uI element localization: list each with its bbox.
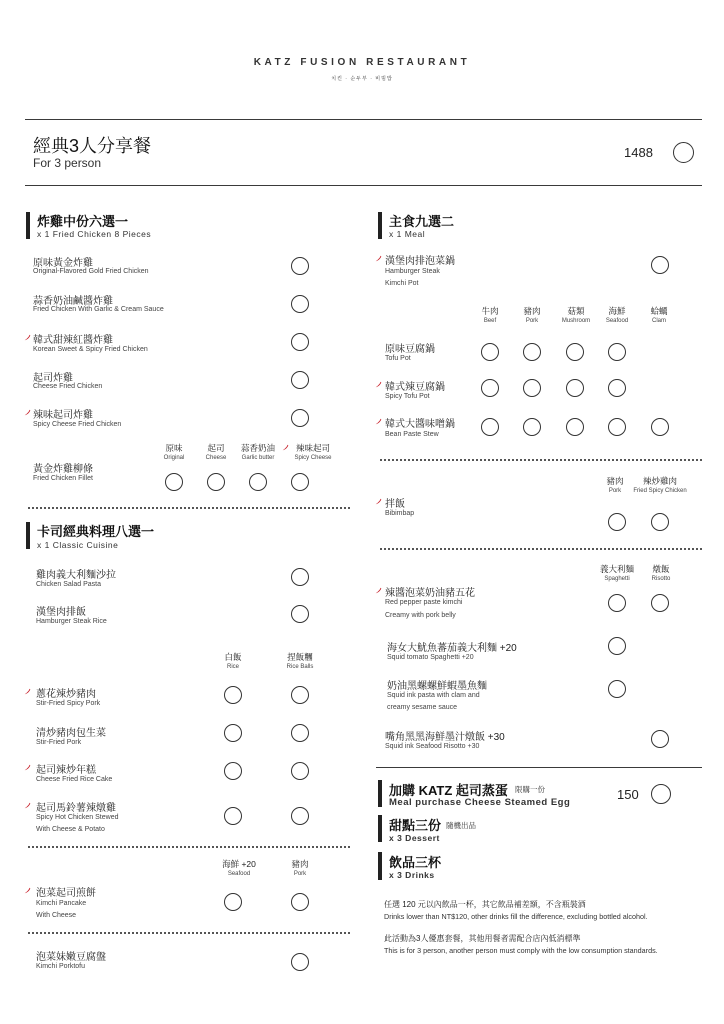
chili-icon (24, 334, 31, 341)
item-name: 原味黃金炸雞 (33, 258, 93, 269)
drink-note-en: Drinks lower than NT$120, other drinks fill the difference, excluding bottled alcohol. (384, 912, 648, 921)
classic-title: 卡司經典料理八選一 (37, 524, 155, 539)
item-name: 漢堡肉排泡菜鍋 (385, 256, 455, 267)
select-circle-spaghetti[interactable] (608, 594, 626, 612)
select-circle[interactable] (608, 680, 626, 698)
select-circle-rice-balls[interactable] (291, 807, 309, 825)
item-english: Fried Chicken Fillet (33, 475, 93, 482)
item-name: 泡菜起司煎餅 (36, 888, 96, 899)
item-english: Cheese Fried Chicken (33, 383, 103, 390)
select-circle[interactable] (291, 568, 309, 586)
item-english: Squid ink Seafood Risotto +30 (385, 743, 480, 750)
item-name: 奶油黑螺螺鮮蝦墨魚麵 (387, 681, 487, 692)
select-circle[interactable] (291, 409, 309, 427)
select-circle-seafood[interactable] (608, 379, 626, 397)
item-name: 韓式辣豆腐鍋 (385, 382, 445, 393)
select-circle-rice-balls[interactable] (291, 724, 309, 742)
section-bar (378, 852, 382, 880)
select-circle-beef[interactable] (481, 379, 499, 397)
select-circle[interactable] (291, 295, 309, 313)
chili-icon (24, 887, 31, 894)
select-circle-spicy-chicken[interactable] (651, 513, 669, 531)
section-dotted-divider (28, 932, 350, 934)
chili-icon (24, 688, 31, 695)
dessert-note: 隨機出品 (446, 821, 476, 830)
dessert-title: 甜點三份 (389, 818, 442, 833)
item-english: Korean Sweet & Spicy Fried Chicken (33, 346, 148, 353)
option-header-garlic-butter: 蒜香奶油 Garlic butter (240, 443, 275, 461)
item-english: Squid tomato Spaghetti +20 (387, 654, 474, 661)
option-header-clam: 蛤蠣 Clam (650, 306, 668, 324)
select-circle[interactable] (608, 637, 626, 655)
item-english: Cheese Fried Rice Cake (36, 776, 113, 783)
item-name: 黃金炸雞柳條 (33, 464, 93, 475)
drinks-subtitle: x 3 Drinks (389, 870, 435, 880)
meal-subtitle: x 1 Meal (389, 229, 426, 239)
item-name: 起司馬鈴薯辣燉雞 (36, 803, 116, 814)
item-english-2: With Cheese & Potato (36, 826, 105, 833)
item-english: Spicy Tofu Pot (385, 393, 430, 400)
select-circle[interactable] (291, 605, 309, 623)
section-dotted-divider (28, 507, 350, 509)
select-circle[interactable] (291, 953, 309, 971)
item-english-2: With Cheese (36, 912, 77, 919)
option-header-pork: 豬肉 Pork (606, 476, 624, 494)
option-header-risotto: 燉飯 Risotto (651, 564, 671, 582)
set-subtitle: For 3 person (33, 156, 102, 170)
top-divider (25, 119, 702, 120)
item-name: 泡菜妹嫩豆腐盤 (36, 952, 106, 963)
item-name: 蒜香奶油鹹醬炸雞 (33, 296, 113, 307)
select-circle-cheese[interactable] (207, 473, 225, 491)
select-circle-pork[interactable] (608, 513, 626, 531)
option-header-original: 原味 Original (163, 443, 185, 461)
select-circle-seafood[interactable] (608, 343, 626, 361)
item-english: Bean Paste Stew (385, 431, 439, 438)
chili-icon (24, 764, 31, 771)
chili-icon (375, 255, 382, 262)
set-price: 1488 (624, 145, 653, 160)
addon-title: 加購 KATZ 起司蒸蛋 (389, 783, 508, 798)
item-name: 清炒豬肉包生菜 (36, 728, 106, 739)
item-name: 原味豆腐鍋 (385, 344, 435, 355)
drink-note-zh: 任選 120 元以內飲品一杯，其它飲品補差額，不含瓶裝酒 (384, 900, 586, 909)
select-circle-rice[interactable] (224, 686, 242, 704)
chili-icon (375, 498, 382, 505)
select-circle-rice[interactable] (224, 724, 242, 742)
select-circle-seafood[interactable] (608, 418, 626, 436)
section-dotted-divider (380, 548, 702, 550)
select-circle-mushroom[interactable] (566, 343, 584, 361)
select-circle[interactable] (291, 333, 309, 351)
item-name: 蔥花辣炒豬肉 (36, 689, 96, 700)
option-header-spicy-cheese: 辣味起司 Spicy Cheese (294, 443, 332, 461)
chili-icon (24, 802, 31, 809)
addon-divider (376, 767, 702, 768)
brand-subtitle: 치킨 · 순두부 · 비빔밥 (331, 76, 393, 82)
item-english: Hamburger Steak Rice (36, 618, 107, 625)
brand-name: KATZ FUSION RESTAURANT (253, 57, 471, 68)
chili-icon (375, 587, 382, 594)
addon-limit: 限購一份 (515, 785, 545, 794)
set-divider (25, 185, 702, 186)
section-dotted-divider (380, 459, 702, 461)
section-bar (26, 522, 30, 549)
option-header-rice-balls: 捏飯糰 Rice Balls (286, 652, 314, 670)
select-circle[interactable] (651, 730, 669, 748)
option-header-spicy-chicken: 辣炒雞肉 Fried Spicy Chicken (633, 476, 687, 494)
option-header-mushroom: 菇類 Mushroom (561, 306, 591, 324)
option-header-cheese: 起司 Cheese (205, 443, 227, 461)
select-circle-pork[interactable] (291, 893, 309, 911)
select-circle-rice[interactable] (224, 807, 242, 825)
item-name: 起司辣炒年糕 (36, 765, 96, 776)
select-circle-beef[interactable] (481, 418, 499, 436)
select-circle-original[interactable] (165, 473, 183, 491)
item-name: 韓式大醬味噌鍋 (385, 419, 455, 430)
item-english-2: Kimchi Pot (385, 280, 419, 287)
rule-note-zh: 此活動為3人優惠套餐，其他用餐者需配合店內低消標準 (384, 934, 581, 943)
dessert-subtitle: x 3 Dessert (389, 833, 440, 843)
item-english: Kimchi Pancake (36, 900, 87, 907)
chicken-subtitle: x 1 Fried Chicken 8 Pieces (37, 229, 152, 239)
item-english: Chicken Salad Pasta (36, 581, 101, 588)
section-dotted-divider (28, 846, 350, 848)
item-name: 嘴角黑黑海鮮墨汁燉飯 +30 (385, 732, 505, 743)
select-circle-mushroom[interactable] (566, 379, 584, 397)
item-english: Hamburger Steak (385, 268, 440, 275)
item-name: 辣味起司炸雞 (33, 410, 93, 421)
item-name: 韓式甜辣紅醬炸雞 (33, 335, 113, 346)
option-header-seafood: 海鮮 Seafood (605, 306, 629, 324)
item-english: Stir-Fried Spicy Pork (36, 700, 101, 707)
select-circle-clam[interactable] (651, 418, 669, 436)
select-circle-rice-balls[interactable] (291, 686, 309, 704)
select-circle[interactable] (291, 257, 309, 275)
chicken-title: 炸雞中份六選一 (37, 214, 129, 229)
option-header-spaghetti: 義大利麵 Spaghetti (599, 564, 634, 582)
select-circle-garlic-butter[interactable] (249, 473, 267, 491)
addon-select-circle[interactable] (651, 784, 671, 804)
item-english: Spicy Cheese Fried Chicken (33, 421, 122, 428)
chili-icon (375, 381, 382, 388)
item-english: Fried Chicken With Garlic & Cream Sauce (33, 306, 164, 313)
select-circle-rice-balls[interactable] (291, 762, 309, 780)
item-english: Red pepper paste kimchi (385, 599, 463, 606)
option-header-pork: 豬肉 Pork (291, 859, 309, 877)
item-english-2: Creamy with pork belly (385, 612, 456, 619)
chili-icon (375, 418, 382, 425)
addon-price: 150 (617, 787, 639, 802)
select-circle-pork[interactable] (523, 379, 541, 397)
select-circle-rice[interactable] (224, 762, 242, 780)
drinks-title: 飲品三杯 (389, 855, 442, 870)
set-title: 經典3人分享餐 (33, 136, 152, 156)
option-header-rice: 白飯 Rice (224, 652, 242, 670)
item-name: 漢堡肉排飯 (36, 607, 86, 618)
item-name: 拌飯 (385, 499, 405, 510)
item-english: Tofu Pot (385, 355, 411, 362)
set-select-circle[interactable] (673, 142, 694, 163)
rule-note-en: This is for 3 person, another person must comply with the low consumption standards. (384, 946, 658, 955)
section-bar (26, 212, 30, 239)
item-name: 雞肉義大利麵沙拉 (36, 570, 116, 581)
option-header-beef: 牛肉 Beef (481, 306, 499, 324)
chili-icon (24, 409, 31, 416)
select-circle-pork[interactable] (523, 418, 541, 436)
meal-title: 主食九選二 (389, 214, 455, 229)
classic-subtitle: x 1 Classic Cuisine (37, 540, 119, 550)
item-english: Kimchi Porktofu (36, 963, 86, 970)
select-circle-mushroom[interactable] (566, 418, 584, 436)
select-circle-beef[interactable] (481, 343, 499, 361)
select-circle[interactable] (291, 371, 309, 389)
item-english: Spicy Hot Chicken Stewed (36, 814, 119, 821)
item-name: 辣醬泡菜奶油豬五花 (385, 588, 475, 599)
item-english: Squid ink pasta with clam and (387, 692, 480, 699)
section-bar (378, 815, 382, 842)
select-circle-seafood[interactable] (224, 893, 242, 911)
select-circle[interactable] (651, 256, 669, 274)
item-english: Bibimbap (385, 510, 415, 517)
select-circle-spicy-cheese[interactable] (291, 473, 309, 491)
item-name: 起司炸雞 (33, 373, 73, 384)
item-english: Stir-Fried Pork (36, 739, 82, 746)
item-name: 海女大魷魚蕃茄義大利麵 +20 (387, 643, 517, 654)
item-english-2: creamy sesame sauce (387, 704, 458, 711)
option-header-pork: 豬肉 Pork (523, 306, 541, 324)
select-circle-pork[interactable] (523, 343, 541, 361)
addon-subtitle: Meal purchase Cheese Steamed Egg (389, 797, 571, 808)
select-circle-risotto[interactable] (651, 594, 669, 612)
item-english: Original-Flavored Gold Fried Chicken (33, 268, 149, 275)
section-bar (378, 780, 382, 807)
option-header-seafood: 海鮮 +20 Seafood (222, 859, 256, 877)
section-bar (378, 212, 382, 239)
